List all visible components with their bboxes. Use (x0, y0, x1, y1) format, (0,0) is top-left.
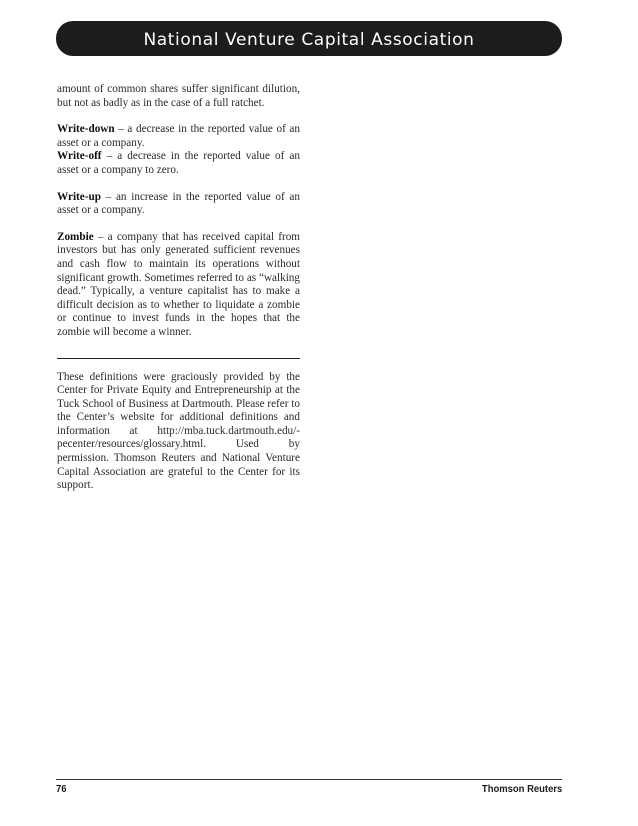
glossary-entry-write-down (57, 123, 300, 150)
page-number: 76 (56, 783, 67, 795)
glossary-definition: – an increase in the reported value of an asset or a company. (57, 190, 300, 217)
header-banner (56, 21, 562, 56)
footer-divider (56, 779, 562, 780)
glossary-definition: – a company that has received capital from investors but has only generated sufficient revenues and cash flow to maintain its operations without significant growth. Sometimes referred to as “walking dead.” Typically, a venture capitalist has to make a difficult decision as to whether to liquidate a zombie or continue to invest funds in the hopes that the zombie will become a winner. (57, 230, 300, 338)
glossary-term: Write-down (57, 123, 115, 136)
glossary-entry-write-off (57, 150, 300, 177)
glossary-term: Zombie (57, 230, 94, 243)
glossary-entry-write-up (57, 191, 300, 218)
glossary-entry-zombie (57, 231, 300, 340)
glossary-definition: – a decrease in the reported value of an asset or a company. (57, 123, 300, 149)
section-divider (57, 358, 300, 359)
glossary-term: Write-up (57, 190, 101, 203)
footer-publisher: Thomson Reuters (481, 783, 562, 795)
glossary-definition: – a decrease in the reported value of an asset or a company to zero. (57, 150, 300, 176)
page-header-title: National Venture Capital Association (143, 29, 475, 50)
glossary-term: Write-off (57, 150, 102, 163)
intro-paragraph: amount of common shares suffer significant dilution, but not as badly as in the case of a full ratchet. (57, 83, 300, 109)
acknowledgement-paragraph: These definitions were graciously provided by the Center for Private Equity and Entrepreneurship at the Tuck School of Business at Dartmouth. Please refer to the Center’s website for additional definitions and information at http://mba.tuck.dartmouth.edu/-pecenter/resources/glossary.html. Used by permission. Thomson Reuters and National Venture Capital Association are grateful to the Center for its support. (57, 370, 300, 492)
glossary-column (57, 83, 300, 493)
